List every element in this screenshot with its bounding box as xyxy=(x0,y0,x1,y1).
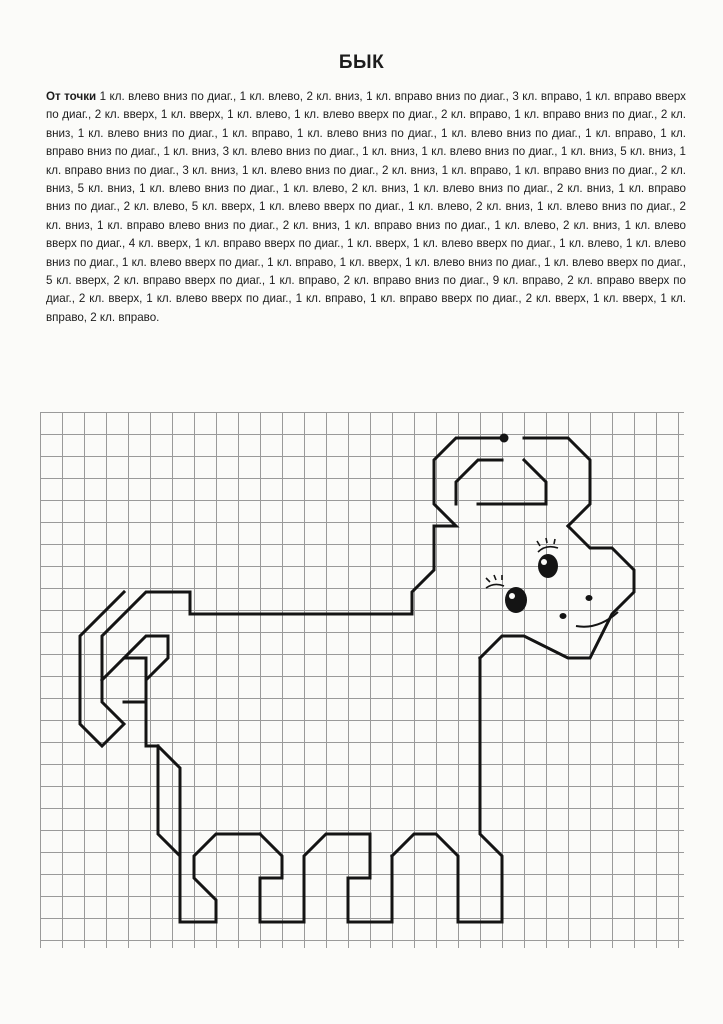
bull-head xyxy=(480,526,634,658)
bull-right-horn xyxy=(524,438,590,526)
start-dot-icon xyxy=(500,434,509,443)
bull-inner-horn-left xyxy=(456,460,502,504)
nostril-left-icon xyxy=(560,613,567,619)
instructions-text xyxy=(46,88,686,327)
grid-canvas xyxy=(40,412,684,948)
page-title: БЫК xyxy=(338,52,385,73)
bull-belly xyxy=(158,746,180,856)
eyelashes-left xyxy=(486,575,504,588)
grid-lines xyxy=(40,412,684,948)
bull-body-right xyxy=(392,658,502,922)
instructions-body: 1 кл. влево вниз по диаг., 1 кл. влево, 2 кл. вниз, 1 кл. вправо вниз по диаг., 3 кл. вправо, 1 кл. вправо вверх по диаг., 2 кл. вверх, 1 кл. вверх, 1 кл. влево, 1 кл. влево вверх по диаг., 2 кл. вправо, 1 кл. вправо вниз по диаг., 2 кл. вниз, 1 кл. влево вниз по диаг., 1 кл. вправо, 1 кл. влево вниз по диаг., 1 кл. влево вниз по диаг., 1 кл. вправо, 1 кл. вправо вниз по диаг., 1 кл. вниз, 3 кл. влево вниз по диаг., 1 кл. вниз, 1 кл. влево вниз по диаг., 1 кл. вниз, 5 кл. вниз, 1 кл. вправо вниз по диаг., 3 кл. вниз, 1 кл. влево вниз по диаг., 2 кл. вниз, 1 кл. вправо, 1 кл. вправо вниз по диаг., 2 кл. вниз, 5 кл. вниз, 1 кл. влево вниз по диаг., 1 кл. влево, 2 кл. вниз, 1 кл. влево вниз по диаг., 2 кл. вниз, 1 кл. вправо вниз по диаг., 2 кл. влево, 5 кл. вверх, 1 кл. влево вверх по диаг., 1 кл. влево, 2 кл. вниз, 1 кл. влево вниз по диаг., 2 кл. вниз, 1 кл. вправо влево вниз по диаг., 2 кл. вниз, 1 кл. вправо вниз по диаг., 1 кл. влево, 2 кл. вниз, 1 кл. влево вверх по диаг., 4 кл. вверх, 1 кл. вправо вверх по диаг., 1 кл. вверх, 1 кл. влево вверх по диаг., 1 кл. влево, 1 кл. влево вниз по диаг., 1 кл. влево вверх по диаг., 1 кл. вправо, 1 кл. вверх, 1 кл. влево вниз по диаг., 1 кл. влево вверх по диаг., 5 кл. вверх, 2 кл. вправо вверх по диаг., 1 кл. вправо, 2 кл. вправо вниз по диаг., 9 кл. вправо, 2 кл. вправо вверх по диаг., 2 кл. вверх, 1 кл. влево вверх по диаг., 1 кл. вправо, 1 кл. вправо вверх по диаг., 2 кл. вверх, 1 кл. вверх, 1 кл. вправо, 2 кл. вправо. xyxy=(46,90,686,324)
bull-inner-horn-right xyxy=(478,460,546,504)
nostril-right-icon xyxy=(586,595,593,601)
bull-outline-icon xyxy=(80,438,634,922)
bull-face xyxy=(486,538,618,627)
instructions-lead: От точки xyxy=(46,90,97,103)
left-eye-icon xyxy=(505,587,527,613)
right-eye-icon xyxy=(538,554,558,578)
grid-sheet xyxy=(40,412,684,948)
bull-horns xyxy=(80,438,502,746)
